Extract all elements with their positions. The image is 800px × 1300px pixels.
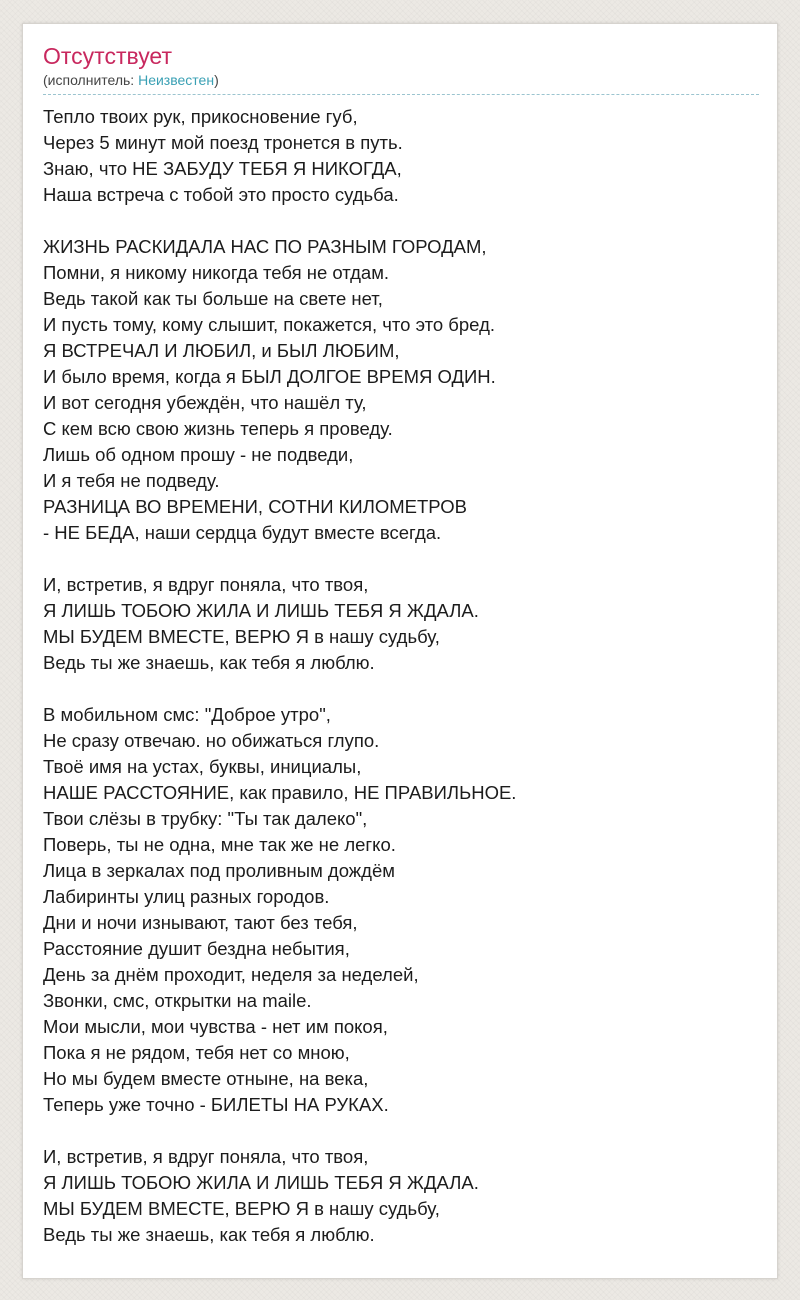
- lyrics-line: Лица в зеркалах под проливным дождём: [43, 860, 395, 881]
- lyrics-stanza: [43, 234, 759, 546]
- lyrics-line: - НЕ БЕДА, наши сердца будут вместе всегда.: [43, 522, 442, 543]
- lyrics-line: Знаю, что НЕ ЗАБУДУ ТЕБЯ Я НИКОГДА,: [43, 158, 402, 179]
- song-header: [43, 41, 759, 95]
- artist-label: исполнитель:: [47, 72, 139, 88]
- lyrics-line: Дни и ночи изнывают, тают без тебя,: [43, 912, 358, 933]
- lyrics-line: Звонки, смс, открытки на maile.: [43, 990, 312, 1011]
- lyrics-stanza: [43, 104, 759, 208]
- lyrics-line: Я ЛИШЬ ТОБОЮ ЖИЛА И ЛИШЬ ТЕБЯ Я ЖДАЛА.: [43, 1172, 479, 1193]
- lyrics-line: Мои мысли, мои чувства - нет им покоя,: [43, 1016, 388, 1037]
- lyrics-line: Лабиринты улиц разных городов.: [43, 886, 330, 907]
- lyrics-line: Поверь, ты не одна, мне так же не легко.: [43, 834, 396, 855]
- lyrics-line: Теперь уже точно - БИЛЕТЫ НА РУКАХ.: [43, 1094, 389, 1115]
- lyrics-line: Расстояние душит бездна небытия,: [43, 938, 350, 959]
- lyrics-stanza: [43, 1144, 759, 1248]
- lyrics-line: Тепло твоих рук, прикосновение губ,: [43, 106, 358, 127]
- lyrics-line: И вот сегодня убеждён, что нашёл ту,: [43, 392, 367, 413]
- lyrics-line: МЫ БУДЕМ ВМЕСТЕ, ВЕРЮ Я в нашу судьбу,: [43, 1198, 440, 1219]
- lyrics-line: МЫ БУДЕМ ВМЕСТЕ, ВЕРЮ Я в нашу судьбу,: [43, 626, 440, 647]
- lyrics-line: Пока я не рядом, тебя нет со мною,: [43, 1042, 350, 1063]
- song-title: Отсутствует: [43, 43, 172, 69]
- lyrics-line: Лишь об одном прошу - не подведи,: [43, 444, 354, 465]
- lyrics-card: [22, 23, 778, 1279]
- lyrics-line: И я тебя не подведу.: [43, 470, 220, 491]
- artist-close-paren: ): [214, 72, 219, 88]
- lyrics-line: Твоё имя на устах, буквы, инициалы,: [43, 756, 362, 777]
- lyrics-line: Не сразу отвечаю. но обижаться глупо.: [43, 730, 380, 751]
- artist-open-paren: (: [43, 72, 48, 88]
- lyrics-stanza: [43, 702, 759, 1118]
- lyrics-line: Я ВСТРЕЧАЛ И ЛЮБИЛ, и БЫЛ ЛЮБИМ,: [43, 340, 400, 361]
- lyrics-stanza: [43, 572, 759, 676]
- lyrics-line: НАШЕ РАССТОЯНИЕ, как правило, НЕ ПРАВИЛЬНОЕ.: [43, 782, 517, 803]
- lyrics-line: РАЗНИЦА ВО ВРЕМЕНИ, СОТНИ КИЛОМЕТРОВ: [43, 496, 467, 517]
- lyrics-line: Твои слёзы в трубку: "Ты так далеко",: [43, 808, 368, 829]
- artist-line: [43, 71, 759, 89]
- lyrics-line: И, встретив, я вдруг поняла, что твоя,: [43, 1146, 369, 1167]
- lyrics-line: В мобильном смс: "Доброе утро",: [43, 704, 331, 725]
- lyrics-line: Я ЛИШЬ ТОБОЮ ЖИЛА И ЛИШЬ ТЕБЯ Я ЖДАЛА.: [43, 600, 479, 621]
- lyrics-line: Ведь такой как ты больше на свете нет,: [43, 288, 383, 309]
- lyrics-line: Помни, я никому никогда тебя не отдам.: [43, 262, 390, 283]
- lyrics-line: Но мы будем вместе отныне, на века,: [43, 1068, 369, 1089]
- lyrics-line: Ведь ты же знаешь, как тебя я люблю.: [43, 652, 375, 673]
- lyrics-line: Наша встреча с тобой это просто судьба.: [43, 184, 399, 205]
- lyrics-line: И было время, когда я БЫЛ ДОЛГОЕ ВРЕМЯ ОДИН.: [43, 366, 496, 387]
- lyrics-line: С кем всю свою жизнь теперь я проведу.: [43, 418, 393, 439]
- lyrics-line: Ведь ты же знаешь, как тебя я люблю.: [43, 1224, 375, 1245]
- lyrics-body: [43, 104, 759, 1274]
- lyrics-line: И пусть тому, кому слышит, покажется, что это бред.: [43, 314, 496, 335]
- lyrics-line: ЖИЗНЬ РАСКИДАЛА НАС ПО РАЗНЫМ ГОРОДАМ,: [43, 236, 487, 257]
- lyrics-line: День за днём проходит, неделя за неделей,: [43, 964, 419, 985]
- lyrics-line: И, встретив, я вдруг поняла, что твоя,: [43, 574, 369, 595]
- lyrics-line: Через 5 минут мой поезд тронется в путь.: [43, 132, 403, 153]
- artist-link[interactable]: Неизвестен: [138, 72, 215, 88]
